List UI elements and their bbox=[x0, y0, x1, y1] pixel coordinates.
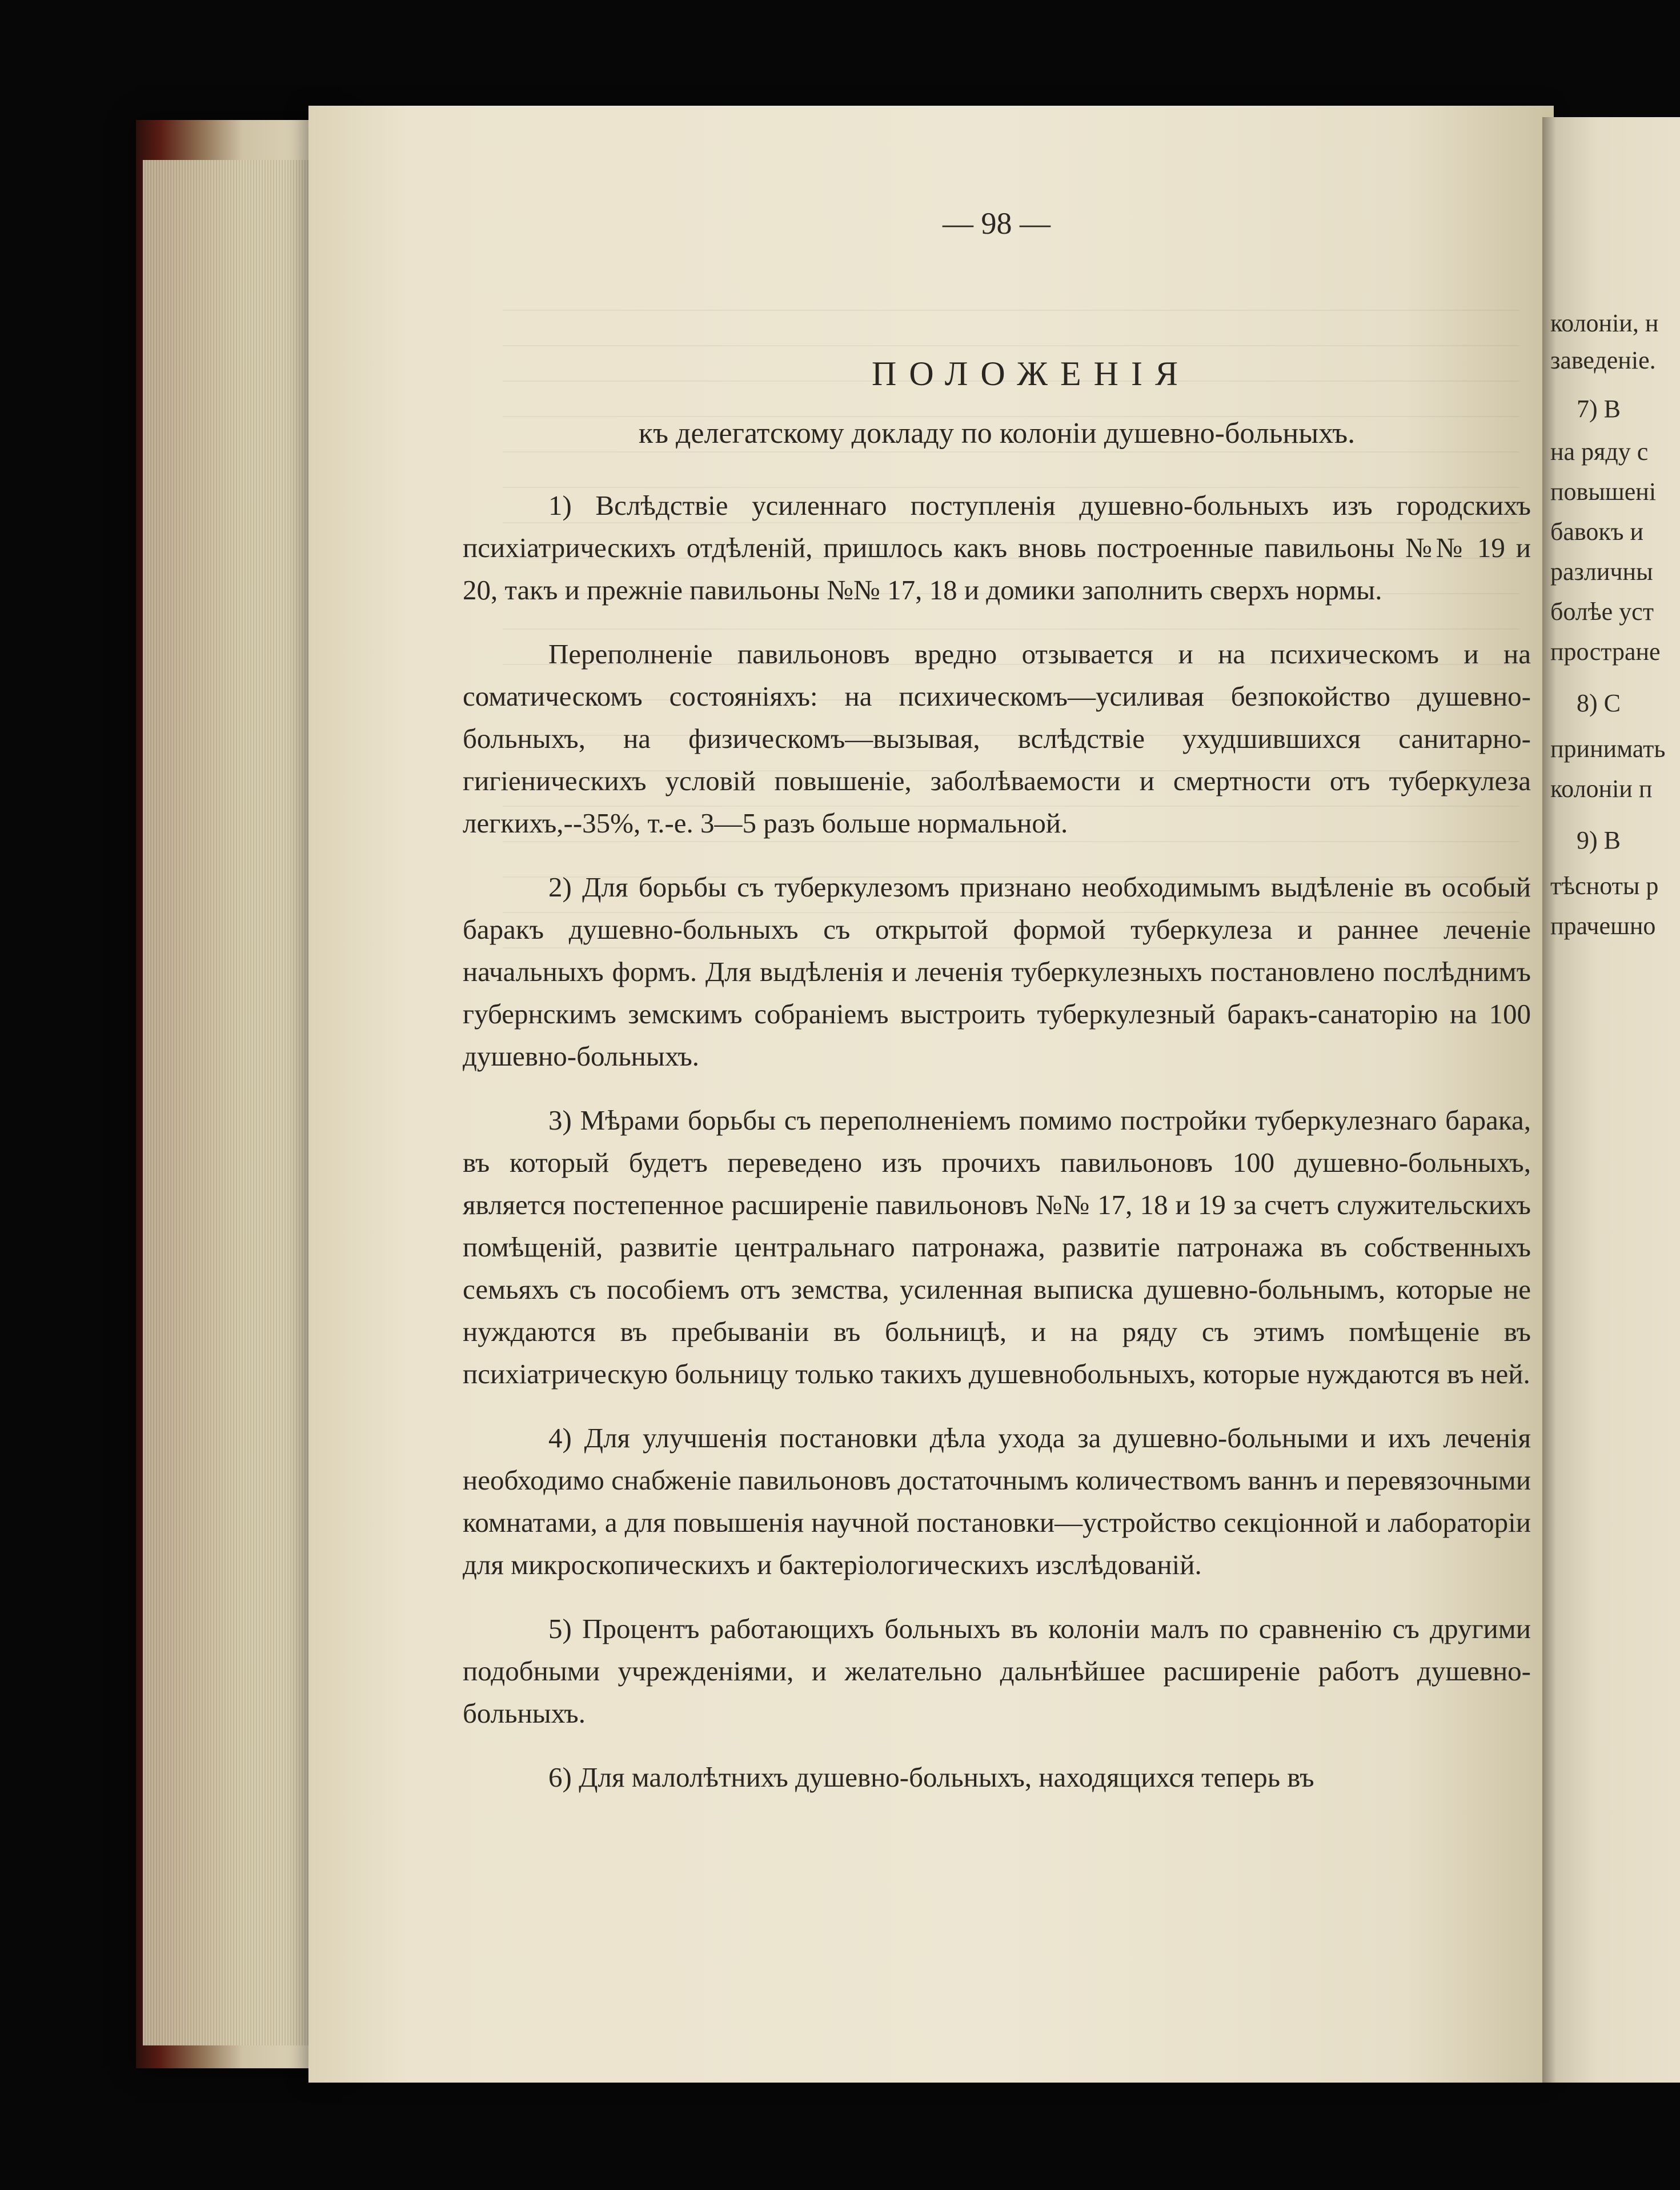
paragraph-7: 6) Для малолѣтнихъ душевно-больныхъ, находящихся теперь въ bbox=[548, 1761, 1314, 1793]
paragraph-1: 1) Вслѣдствіе усиленнаго поступленія душевно-больныхъ изъ городскихъ психіатрическихъ отдѣленій, пришлось какъ вновь построенные павильоны №№ 19 и 20, такъ и прежніе павильоны №№ 17, 18 и домики заполнить сверхъ нормы. bbox=[463, 490, 1531, 606]
paragraph-6: 5) Процентъ работающихъ больныхъ въ колоніи малъ по сравненію съ другими подобными учрежденіями, и желательно дальнѣйшее расширеніе работъ душевно-больныхъ. bbox=[463, 1613, 1531, 1729]
fragment-line: тѣсноты р bbox=[1550, 872, 1659, 900]
fragment-line: принимать bbox=[1550, 735, 1666, 763]
page-subtitle: къ делегатскому докладу по колоніи душевно-больныхъ. bbox=[638, 417, 1356, 450]
fragment-line: 8) С bbox=[1577, 689, 1621, 717]
fragment-line: повышені bbox=[1550, 478, 1657, 506]
fragment-line: простране bbox=[1550, 638, 1661, 666]
page-title: ПОЛОЖЕНІЯ bbox=[872, 355, 1190, 393]
fragment-line: колоніи п bbox=[1550, 775, 1653, 803]
fragment-line: различны bbox=[1550, 558, 1653, 586]
fragment-line: болѣе уст bbox=[1550, 598, 1654, 626]
paragraph-4: 3) Мѣрами борьбы съ переполненіемъ помимо постройки туберкулезнаго барака, въ который будетъ переведено изъ прочихъ павильоновъ 100 душевно-больныхъ, является постепенное расширеніе павильоновъ №№ 17, 18 и 19 за счетъ служительскихъ помѣщеній, развитіе центральнаго патронажа, развитіе патронажа въ собственныхъ семьяхъ съ пособіемъ отъ земства, усиленная выписка душевно-больнымъ, которые не нуждаются въ пребываніи въ больницѣ, и на ряду съ этимъ помѣщеніе въ психіатрическую больницу только такихъ душевнобольныхъ, которые нуждаются въ ней. bbox=[463, 1104, 1531, 1390]
page-content bbox=[463, 354, 1531, 1820]
fragment-line: колоніи, н bbox=[1550, 309, 1659, 337]
paragraph-2: Переполненіе павильоновъ вредно отзывается и на психическомъ и на соматическомъ состояніяхъ: на психическомъ—усиливая безпокойство душевно-больныхъ, на физическомъ—вызывая, вслѣдствіе ухудшившихся санитарно-гигіеническихъ условій повышеніе, заболѣваемости и смертности отъ туберкулеза легкихъ,--35%, т.-е. 3—5 разъ больше нормальной. bbox=[463, 638, 1531, 839]
right-page-fragment bbox=[1542, 117, 1680, 2083]
paragraph-3: 2) Для борьбы съ туберкулезомъ признано необходимымъ выдѣленіе въ особый баракъ душевно-больныхъ съ открытой формой туберкулеза и раннее леченіе начальныхъ формъ. Для выдѣленія и леченія туберкулезныхъ постановлено послѣднимъ губернскимъ земскимъ собраніемъ выстроить туберкулезный баракъ-санаторію на 100 душевно-больныхъ. bbox=[463, 871, 1531, 1072]
fragment-line: бавокъ и bbox=[1550, 518, 1644, 546]
fragment-line: прачешно bbox=[1550, 912, 1656, 940]
fragment-line: 7) В bbox=[1577, 395, 1621, 423]
page-stack-edge bbox=[143, 160, 314, 2045]
fragment-line: 9) В bbox=[1577, 826, 1621, 854]
fragment-line: на ряду с bbox=[1550, 438, 1649, 466]
fragment-line: заведеніе. bbox=[1550, 346, 1656, 374]
paragraph-5: 4) Для улучшенія постановки дѣла ухода за душевно-больными и ихъ леченія необходимо снабженіе павильоновъ достаточнымъ количествомъ ваннъ и перевязочными комнатами, а для повышенія научной постановки—устройство секціонной и лабораторіи для микроскопическихъ и бактеріологическихъ изслѣдованій. bbox=[463, 1422, 1531, 1580]
page-number: — 98 — bbox=[943, 206, 1050, 241]
